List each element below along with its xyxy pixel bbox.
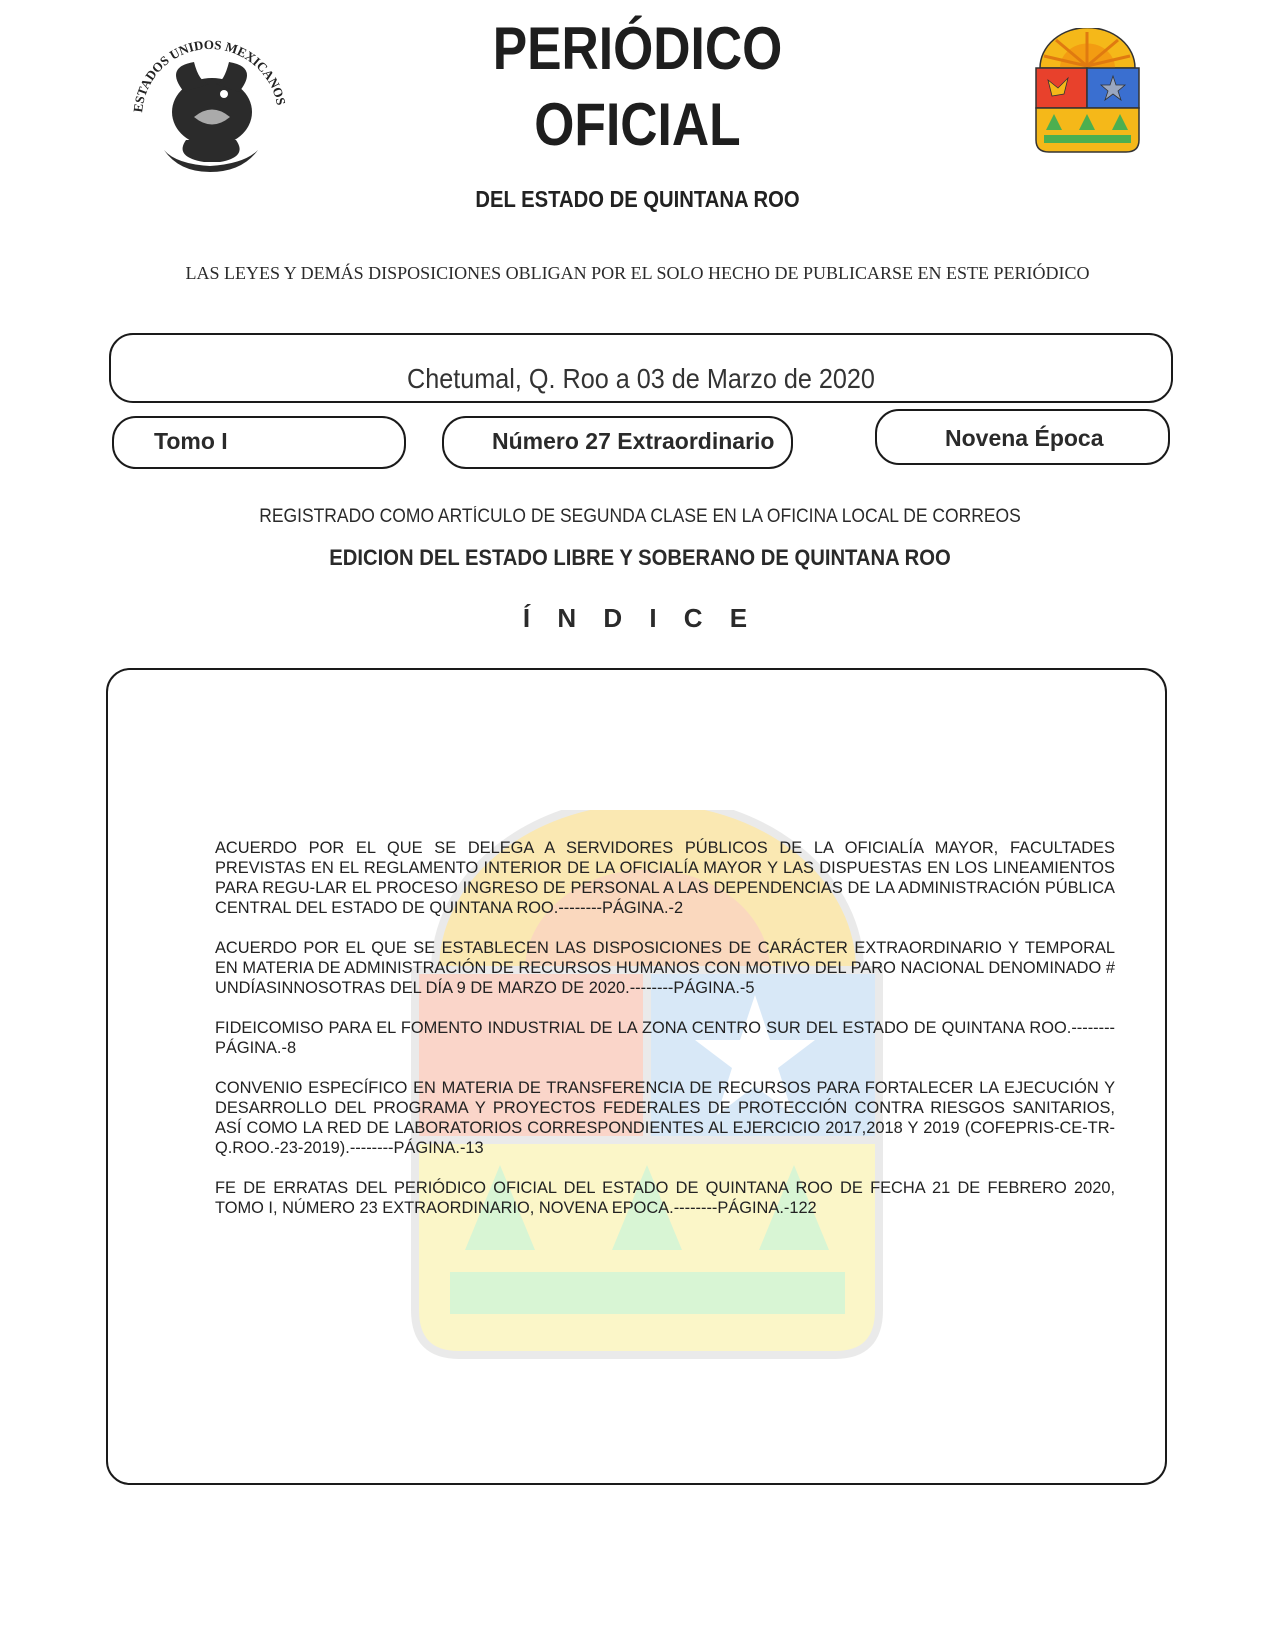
index-entry: FE DE ERRATAS DEL PERIÓDICO OFICIAL DEL ESTADO DE QUINTANA ROO DE FECHA 21 DE FEBRERO 2020, TOMO I, NÚMERO 23 EXTRAORDINARIO, NOVENA EPOCA.--------PÁGINA.-122 <box>215 1179 1115 1217</box>
tomo-box <box>112 416 406 469</box>
index-entry: ACUERDO POR EL QUE SE DELEGA A SERVIDORES PÚBLICOS DE LA OFICIALÍA MAYOR, FACULTADES PREVISTAS EN EL REGLAMENTO INTERIOR DE LA OFICIALÍA MAYOR Y LAS DISPUESTAS EN LOS LINEAMIENTOS PARA REGU-LAR EL PROCESO INGRESO DE PERSONAL A LAS DEPENDENCIAS DE LA ADMINISTRACIÓN PÚBLICA CENTRAL DEL ESTADO DE QUINTANA ROO.--------PÁGINA.-2 <box>215 839 1115 917</box>
seal-arc-text: ESTADOS UNIDOS MEXICANOS <box>130 36 289 114</box>
index-entry: ACUERDO POR EL QUE SE ESTABLECEN LAS DISPOSICIONES DE CARÁCTER EXTRAORDINARIO Y TEMPORAL EN MATERIA DE ADMINISTRACIÓN DE RECURSOS HUMANOS CON MOTIVO DEL PARO NACIONAL DENOMINADO # UNDÍASINNOSOTRAS DEL DÍA 9 DE MARZO DE 2020.--------PÁGINA.-5 <box>215 939 1115 997</box>
page-title-line2: OFICIAL <box>534 91 741 158</box>
date-box <box>109 333 1173 403</box>
edition-statement: EDICION DEL ESTADO LIBRE Y SOBERANO DE QUINTANA ROO <box>329 545 951 570</box>
index-entry: FIDEICOMISO PARA EL FOMENTO INDUSTRIAL DE LA ZONA CENTRO SUR DEL ESTADO DE QUINTANA ROO.--------PÁGINA.-8 <box>215 1019 1115 1057</box>
publication-date: Chetumal, Q. Roo a 03 de Marzo de 2020 <box>407 363 875 394</box>
index-heading: Í N D I C E <box>522 603 758 633</box>
legal-notice: LAS LEYES Y DEMÁS DISPOSICIONES OBLIGAN POR EL SOLO HECHO DE PUBLICARSE EN ESTE PERIÓDICO <box>185 263 1090 283</box>
index-entries <box>215 838 1115 1238</box>
page-subtitle: DEL ESTADO DE QUINTANA ROO <box>475 186 800 212</box>
epoca-box <box>875 409 1170 465</box>
numero-label: Número 27 Extraordinario <box>492 428 775 454</box>
tomo-label: Tomo I <box>154 428 228 454</box>
index-entry: CONVENIO ESPECÍFICO EN MATERIA DE TRANSFERENCIA DE RECURSOS PARA FORTALECER LA EJECUCIÓN Y DESARROLLO DEL PROGRAMA Y PROYECTOS FEDERALES DE PROTECCIÓN CONTRA RIESGOS SANITARIOS, ASÍ COMO LA RED DE LABORATORIOS CORRESPONDIENTES AL EJERCICIO 2017,2018 Y 2019 (COFEPRIS-CE-TR-Q.ROO.-23-2019).--------PÁGINA.-13 <box>215 1079 1115 1157</box>
page-title-line1: PERIÓDICO <box>492 15 783 82</box>
registration-notice: REGISTRADO COMO ARTÍCULO DE SEGUNDA CLASE EN LA OFICINA LOCAL DE CORREOS <box>259 506 1021 527</box>
epoca-label: Novena Época <box>945 425 1104 451</box>
numero-box <box>442 416 793 469</box>
